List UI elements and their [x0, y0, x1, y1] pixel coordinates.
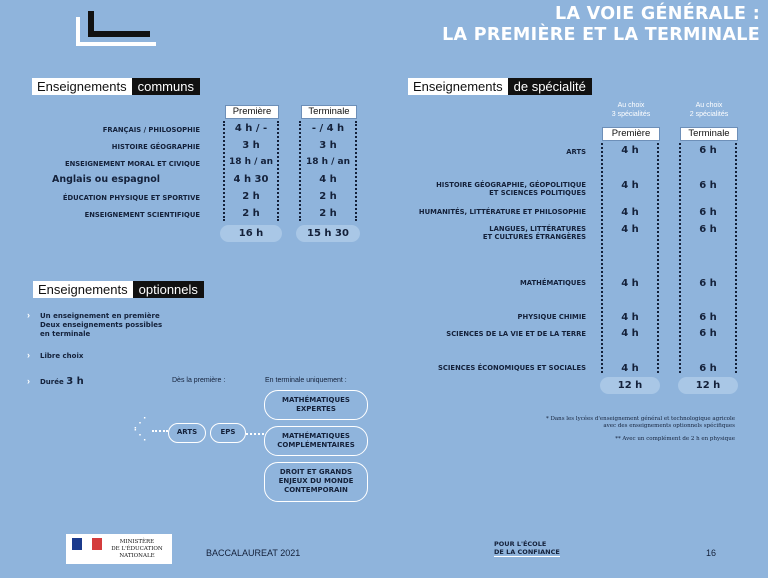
specialite-value-terminale: 6 h	[699, 207, 717, 218]
commun-value-terminale: 4 h	[319, 174, 337, 185]
commun-value-terminale: 18 h / an	[305, 157, 351, 167]
page-number: 16	[706, 548, 717, 558]
option-maths-complementaires: MATHÉMATIQUES COMPLÉMENTAIRES	[264, 426, 368, 456]
option-bullet-3: Durée 3 h	[40, 376, 84, 387]
option-eps: EPS	[210, 423, 246, 443]
label-terminale-uniquement: En terminale uniquement :	[265, 377, 347, 384]
commun-value-premiere: 3 h	[242, 140, 260, 151]
chevron-right-icon: ›	[27, 376, 30, 386]
specialite-value-premiere: 4 h	[621, 145, 639, 156]
specialite-label: SCIENCES ÉCONOMIQUES ET SOCIALES	[438, 364, 586, 372]
chevron-right-icon: ›	[27, 310, 30, 320]
option-maths-expertes: MATHÉMATIQUES EXPERTES	[264, 390, 368, 420]
section-label-white: Enseignements	[408, 78, 508, 95]
specialite-value-terminale: 6 h	[699, 312, 717, 323]
section-label-white: Enseignements	[32, 78, 132, 95]
commun-label: FRANÇAIS / PHILOSOPHIE	[102, 126, 200, 134]
column-head-premiere: Première	[225, 105, 279, 119]
section-label-black: optionnels	[133, 281, 204, 298]
commun-label: ENSEIGNEMENT SCIENTIFIQUE	[84, 211, 200, 219]
commun-label: HISTOIRE GÉOGRAPHIE	[111, 143, 200, 151]
specialite-value-premiere: 4 h	[621, 207, 639, 218]
commun-label: ENSEIGNEMENT MORAL ET CIVIQUE	[64, 160, 200, 168]
footnote-1: * Dans les lycées d'enseignement général et technologique agricole avec des enseignements optionnels spécifiques	[545, 416, 735, 429]
specialite-value-premiere: 4 h	[621, 278, 639, 289]
specialite-value-premiere: 4 h	[621, 180, 639, 191]
section-specialite	[408, 78, 592, 95]
option-bullet-2: Libre choix	[40, 352, 84, 360]
specialite-label: PHYSIQUE CHIMIE	[517, 313, 586, 321]
specialite-value-premiere: 4 h	[621, 312, 639, 323]
total-terminale: 15 h 30	[296, 225, 360, 242]
commun-value-terminale: 2 h	[319, 208, 337, 219]
footer-baccalaureat: BACCALAUREAT 2021	[206, 548, 301, 558]
choice-premiere	[600, 101, 662, 119]
column-terminale	[299, 121, 357, 221]
section-label-black: de spécialité	[508, 78, 592, 95]
page-title	[442, 4, 760, 46]
specialite-value-terminale: 6 h	[699, 145, 717, 156]
specialite-label: HISTOIRE GÉOGRAPHIE, GÉOPOLITIQUE ET SCIENCES POLITIQUES	[436, 181, 586, 197]
specialite-value-terminale: 6 h	[699, 180, 717, 191]
specialite-value-terminale: 6 h	[699, 224, 717, 235]
specialite-label: ARTS	[566, 148, 586, 156]
specialite-value-terminale: 6 h	[699, 278, 717, 289]
title-line-1: LA VOIE GÉNÉRALE :	[555, 4, 760, 24]
commun-label: Anglais ou espagnol	[52, 174, 161, 185]
column-head-terminale: Terminale	[680, 127, 738, 141]
commun-label: ÉDUCATION PHYSIQUE ET SPORTIVE	[62, 194, 200, 202]
specialite-value-terminale: 6 h	[699, 328, 717, 339]
dotted-connector	[246, 433, 264, 435]
footer-ecole-confiance: POUR L'ÉCOLE DE LA CONFIANCE	[494, 540, 560, 556]
ministere-text: MINISTÈRE DE L'ÉDUCATION NATIONALE	[111, 538, 163, 559]
label-des-premiere: Dès la première :	[172, 377, 226, 384]
option-arts: ARTS	[168, 423, 206, 443]
title-line-2: LA PREMIÈRE ET LA TERMINALE	[442, 25, 760, 45]
specialite-value-premiere: 4 h	[621, 363, 639, 374]
logo-bracket-black	[88, 11, 150, 37]
column-premiere	[223, 121, 279, 221]
commun-value-terminale: 2 h	[319, 191, 337, 202]
section-label-black: communs	[132, 78, 200, 95]
ministere-logo	[66, 534, 172, 564]
section-optionnels	[33, 281, 204, 298]
specialite-label: MATHÉMATIQUES	[520, 279, 586, 287]
total-premiere: 16 h	[220, 225, 282, 242]
specialite-label: SCIENCES DE LA VIE ET DE LA TERRE	[446, 330, 586, 338]
specialite-value-premiere: 4 h	[621, 328, 639, 339]
option-bullet-1: Un enseignement en première Deux enseignements possibles en terminale	[40, 312, 163, 338]
column-head-premiere: Première	[602, 127, 660, 141]
commun-value-terminale: - / 4 h	[311, 123, 345, 134]
total-terminale: 12 h	[678, 377, 738, 394]
choice-terminale	[678, 101, 740, 119]
dotted-chevron-icon: ⋰ ⋱	[133, 414, 145, 442]
chevron-right-icon: ›	[27, 350, 30, 360]
specialite-value-premiere: 4 h	[621, 224, 639, 235]
choice-text: Au choix	[617, 102, 645, 109]
dotted-connector	[152, 430, 168, 432]
total-premiere: 12 h	[600, 377, 660, 394]
commun-value-premiere: 4 h 30	[233, 174, 269, 185]
section-communs	[32, 78, 200, 95]
footnote-2: ** Avec un complément de 2 h en physique	[615, 436, 735, 442]
commun-value-terminale: 3 h	[319, 140, 337, 151]
commun-value-premiere: 2 h	[242, 191, 260, 202]
specialite-label: HUMANITÉS, LITTÉRATURE ET PHILOSOPHIE	[418, 208, 586, 216]
choice-text: Au choix	[695, 102, 723, 109]
marianne-flag-icon	[72, 538, 102, 560]
specialite-value-terminale: 6 h	[699, 363, 717, 374]
commun-value-premiere: 18 h / an	[228, 157, 274, 167]
column-head-terminale: Terminale	[301, 105, 357, 119]
choice-text: 3 spécialités	[611, 111, 651, 118]
commun-value-premiere: 2 h	[242, 208, 260, 219]
section-label-white: Enseignements	[33, 281, 133, 298]
commun-value-premiere: 4 h / -	[234, 123, 268, 134]
option-droit-grands-enjeux: DROIT ET GRANDS ENJEUX DU MONDE CONTEMPORAIN	[264, 462, 368, 502]
specialite-label: LANGUES, LITTÉRATURES ET CULTURES ÉTRANGÈRES	[482, 225, 586, 241]
choice-text: 2 spécialités	[689, 111, 729, 118]
